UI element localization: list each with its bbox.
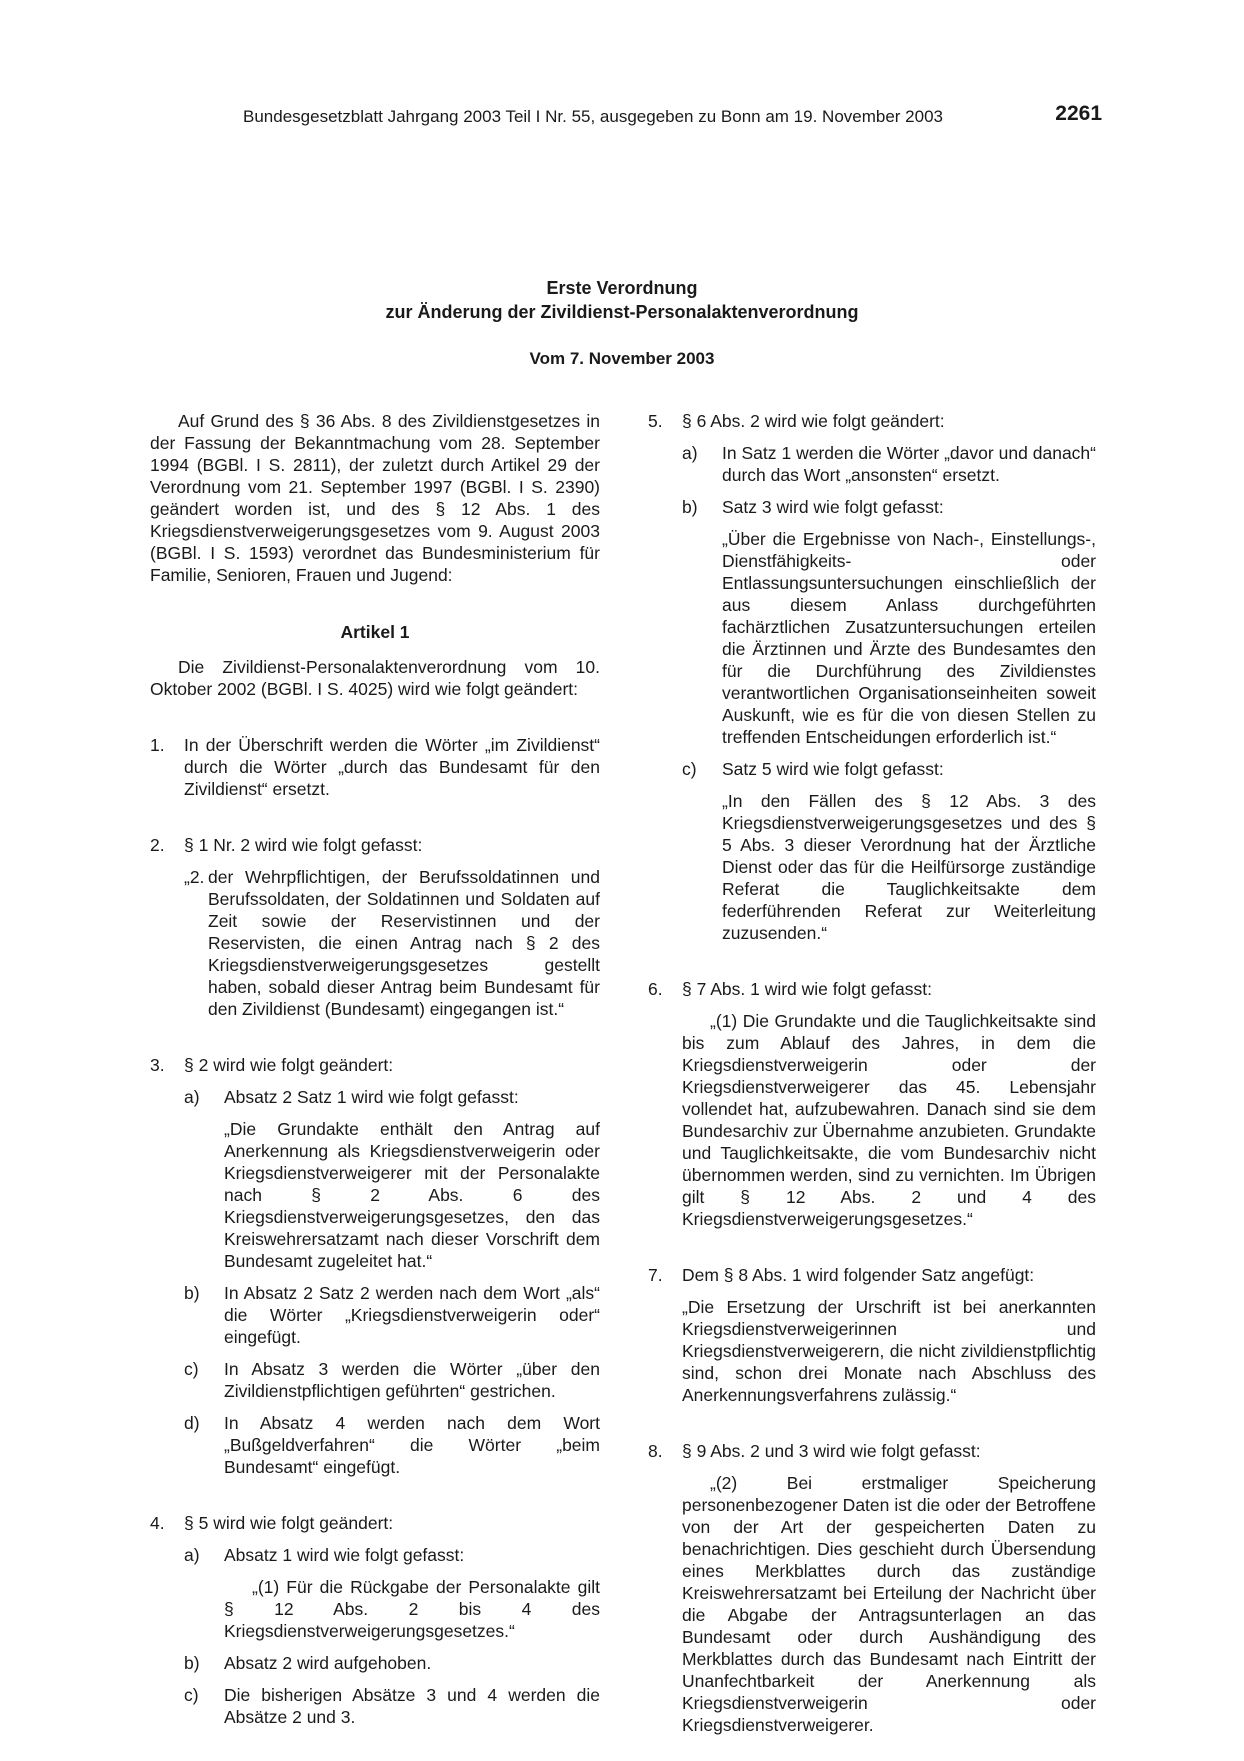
sub-letter: d) xyxy=(184,1413,200,1433)
running-header: Bundesgesetzblatt Jahrgang 2003 Teil I Nr. 55, ausgegeben zu Bonn am 19. November 2003 xyxy=(243,107,943,126)
sub-quote: „In den Fällen des § 12 Abs. 3 des Kriegsdienstverweigerungsgesetzes und des § 5 Abs. 3 dieser Verordnung hat der Ärztliche Dienst oder das für die Heilfürsorge zuständige Referat die Tauglichkeitsakte dem federführenden Referat zur Weiterleitung zuzusenden.“ xyxy=(722,791,1096,943)
sub-letter: b) xyxy=(682,497,698,517)
list-item-7 xyxy=(648,1264,1096,1286)
item-text: Dem § 8 Abs. 1 wird folgender Satz angefügt: xyxy=(682,1265,1035,1285)
sub-item xyxy=(150,1358,600,1402)
sub-text: In Absatz 2 Satz 2 werden nach dem Wort „als“ die Wörter „Kriegsdienstverweigerin oder“ eingefügt. xyxy=(224,1283,600,1347)
sub-letter: a) xyxy=(184,1087,200,1107)
sub-quote: „(1) Für die Rückgabe der Personalakte gilt § 12 Abs. 2 bis 4 des Kriegsdienstverweigerungsgesetzes.“ xyxy=(224,1577,600,1641)
item-number: 4. xyxy=(150,1513,165,1533)
list-item-8 xyxy=(648,1440,1096,1462)
sub-text: Absatz 2 wird aufgehoben. xyxy=(224,1653,432,1673)
sub-item xyxy=(150,1544,600,1566)
sub-item xyxy=(150,1652,600,1674)
sub-text: Satz 5 wird wie folgt gefasst: xyxy=(722,759,944,779)
list-item-4 xyxy=(150,1512,600,1534)
sub-letter: b) xyxy=(184,1653,200,1673)
item-text: § 7 Abs. 1 wird wie folgt gefasst: xyxy=(682,979,932,999)
sub-item xyxy=(648,442,1096,486)
item-text: § 6 Abs. 2 wird wie folgt geändert: xyxy=(682,411,945,431)
list-item-5 xyxy=(648,410,1096,432)
item-number: 8. xyxy=(648,1441,663,1461)
sub-text: Satz 3 wird wie folgt gefasst: xyxy=(722,497,944,517)
quote-text: der Wehrpflichtigen, der Berufssoldatinnen und Berufssoldaten, der Soldatinnen und Soldaten auf Zeit sowie der Reservistinnen und der Reservisten, die einen Antrag nach § 2 des Kriegsdienstverweigerungsgesetzes gestellt haben, sobald dieser Antrag beim Bundesamt für den Zivildienst (Bundesamt) eingegangen ist.“ xyxy=(208,867,600,1019)
item-text: § 2 wird wie folgt geändert: xyxy=(184,1055,394,1075)
page-number: 2261 xyxy=(1055,102,1102,125)
sub-letter: a) xyxy=(184,1545,200,1565)
item-number: 1. xyxy=(150,735,165,755)
sub-item xyxy=(150,1086,600,1108)
sub-letter: c) xyxy=(682,759,697,779)
sub-letter: c) xyxy=(184,1359,199,1379)
document-title-line1: Erste Verordnung xyxy=(546,278,698,298)
document-title xyxy=(0,276,1244,324)
sub-item xyxy=(150,1684,600,1728)
item-6-quote: „(1) Die Grundakte und die Tauglichkeitsakte sind bis zum Ablauf des Jahres, in dem die Kriegsdienstverweigerin oder der Kriegsdienstverweigerer das 45. Lebensjahr vollendet hat, aufzubewahren. Danach sind sie dem Bundesarchiv zur Übernahme anzubieten. Grundakte und Tauglichkeitsakte, die vom Bundesarchiv nicht übernommen werden, sind zu vernichten. Im Übrigen gilt § 12 Abs. 2 und 4 des Kriegsdienstverweigerungsgesetzes.“ xyxy=(682,1011,1096,1229)
quote-number: „2. xyxy=(184,867,205,887)
item-2-quote xyxy=(150,866,600,1020)
left-column xyxy=(150,410,600,1728)
item-text: In der Überschrift werden die Wörter „im Zivildienst“ durch die Wörter „durch das Bundesamt für den Zivildienst“ ersetzt. xyxy=(184,735,600,799)
item-text: § 9 Abs. 2 und 3 wird wie folgt gefasst: xyxy=(682,1441,981,1461)
sub-quote: „Die Grundakte enthält den Antrag auf Anerkennung als Kriegsdienstverweigerin oder Kriegsdienstverweigerer mit der Personalakte nach § 2 Abs. 6 des Kriegsdienstverweigerungsgesetzes, den das Kreiswehrersatzamt nach dieser Vorschrift dem Bundesamt zugeleitet hat.“ xyxy=(224,1119,600,1271)
preamble: Auf Grund des § 36 Abs. 8 des Zivildienstgesetzes in der Fassung der Bekanntmachung vom 28. September 1994 (BGBl. I S. 2811), der zuletzt durch Artikel 29 der Verordnung vom 21. September 1997 (BGBl. I S. 2390) geändert worden ist, und des § 12 Abs. 1 des Kriegsdienstverweigerungsgesetzes vom 9. August 2003 (BGBl. I S. 1593) verordnet das Bundesministerium für Familie, Senioren, Frauen und Jugend: xyxy=(150,411,600,585)
item-text: § 5 wird wie folgt geändert: xyxy=(184,1513,394,1533)
list-item-2 xyxy=(150,834,600,856)
sub-letter: c) xyxy=(184,1685,199,1705)
item-number: 2. xyxy=(150,835,165,855)
sub-item xyxy=(150,1412,600,1478)
list-item-1 xyxy=(150,734,600,800)
item-number: 3. xyxy=(150,1055,165,1075)
sub-text: In Absatz 3 werden die Wörter „über den Zivildienstpflichtigen geführten“ gestrichen. xyxy=(224,1359,600,1401)
item-8-quote: „(2) Bei erstmaliger Speicherung personenbezogener Daten ist die oder der Betroffene von der Art der gespeicherten Daten zu benachrichtigen. Dies geschieht durch Übersendung eines Merkblattes durch das zuständige Kreiswehrersatzamt bei Erteilung der Nachricht über die Abgabe der Antragsunterlagen an das Bundesamt oder durch Aushändigung des Merkblattes durch das Bundesamt nach Eintritt der Unanfechtbarkeit der Anerkennung als Kriegsdienstverweigerin oder Kriegsdienstverweigerer. xyxy=(682,1473,1096,1735)
list-item-6 xyxy=(648,978,1096,1000)
sub-letter: a) xyxy=(682,443,698,463)
sub-item xyxy=(648,758,1096,780)
sub-text: In Satz 1 werden die Wörter „davor und danach“ durch das Wort „ansonsten“ ersetzt. xyxy=(722,443,1096,485)
item-text: § 1 Nr. 2 wird wie folgt gefasst: xyxy=(184,835,423,855)
item-number: 7. xyxy=(648,1265,663,1285)
article-intro: Die Zivildienst-Personalaktenverordnung vom 10. Oktober 2002 (BGBl. I S. 4025) wird wie folgt geändert: xyxy=(150,657,600,699)
sub-item xyxy=(150,1282,600,1348)
list-item-3 xyxy=(150,1054,600,1076)
sub-item xyxy=(648,496,1096,518)
item-number: 6. xyxy=(648,979,663,999)
item-7-quote: „Die Ersetzung der Urschrift ist bei anerkannten Kriegsdienstverweigerinnen und Kriegsdienstverweigerern, die nicht zivildienstpflichtig sind, schon drei Monate nach Abschluss des Anerkennungsverfahrens zulässig.“ xyxy=(682,1297,1096,1405)
sub-quote: „Über die Ergebnisse von Nach-, Einstellungs-, Dienstfähigkeits- oder Entlassungsuntersuchungen einschließlich der aus diesem Anlass durchgeführten fachärztlichen Zusatzuntersuchungen erteilen die Ärztinnen und Ärzte des Bundesamtes den für die Durchführung des Zivildienstes verantwortlichen Organisationseinheiten soweit Auskunft, wie es für die von diesen Stellen zu treffenden Entscheidungen erforderlich ist.“ xyxy=(722,529,1096,747)
document-date: Vom 7. November 2003 xyxy=(529,349,715,368)
item-number: 5. xyxy=(648,411,663,431)
document-title-line2: zur Änderung der Zivildienst-Personalaktenverordnung xyxy=(385,302,859,322)
right-column xyxy=(648,410,1096,1736)
sub-text: Absatz 2 Satz 1 wird wie folgt gefasst: xyxy=(224,1087,519,1107)
article-heading: Artikel 1 xyxy=(340,622,410,642)
sub-text: Die bisherigen Absätze 3 und 4 werden die Absätze 2 und 3. xyxy=(224,1685,600,1727)
sub-text: Absatz 1 wird wie folgt gefasst: xyxy=(224,1545,465,1565)
sub-text: In Absatz 4 werden nach dem Wort „Bußgeldverfahren“ die Wörter „beim Bundesamt“ eingefügt. xyxy=(224,1413,600,1477)
sub-letter: b) xyxy=(184,1283,200,1303)
